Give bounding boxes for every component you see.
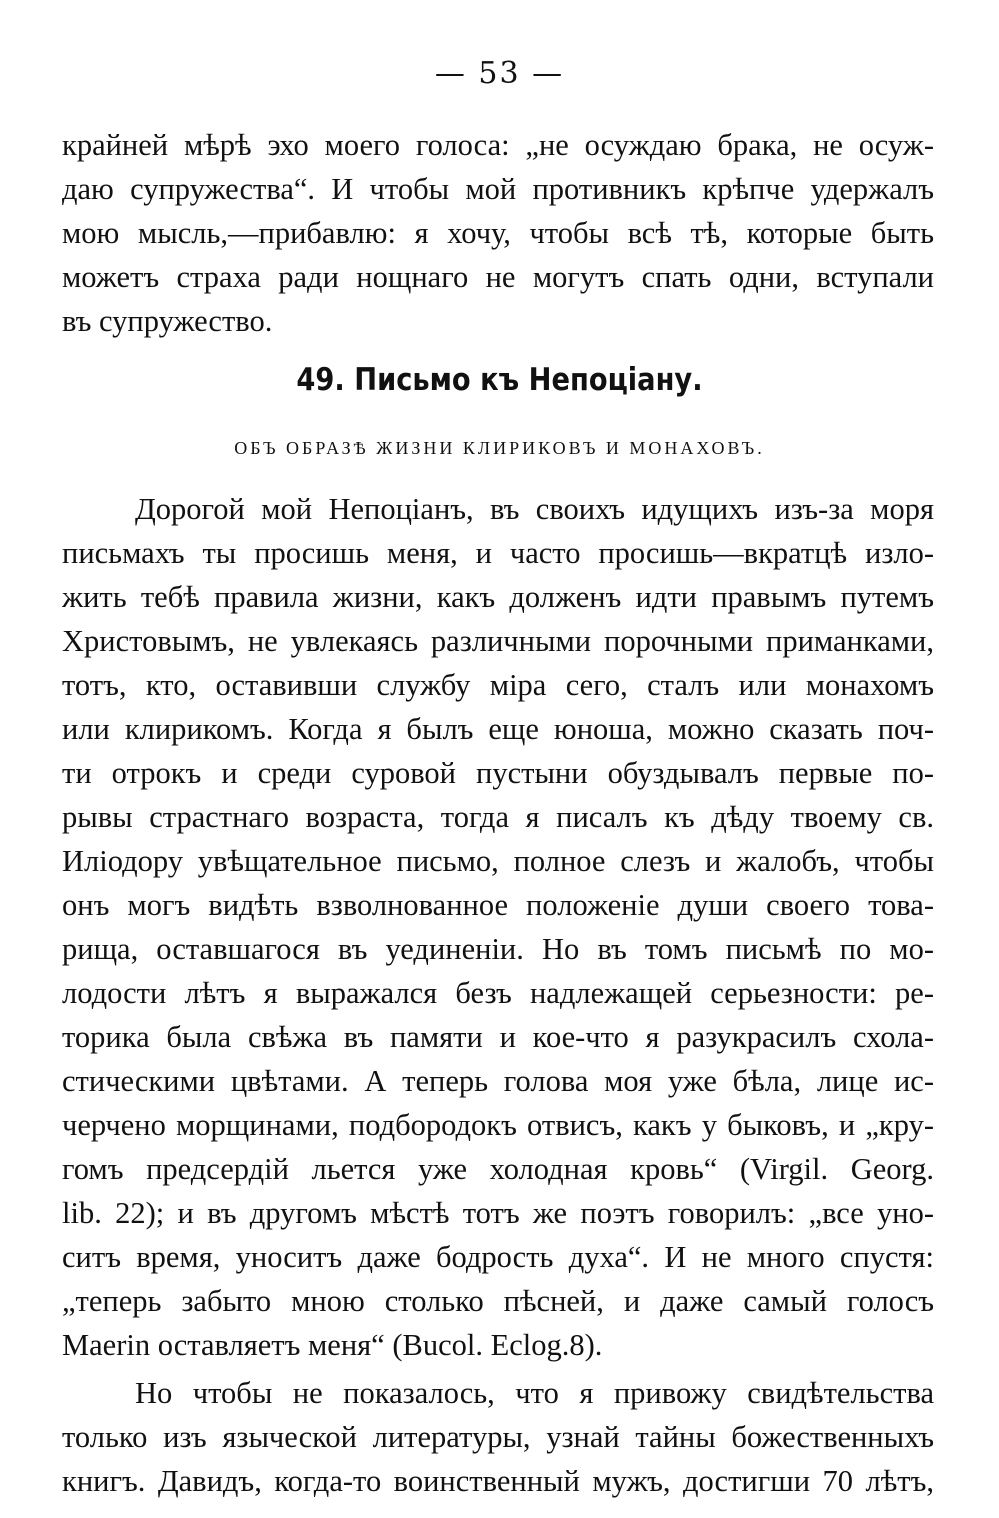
text-line: торика была свѣжа въ памяти и кое-что я разукрасилъ схола- [62,1020,934,1054]
text-line: крайней мѣрѣ эхо моего голоса: „не осуждаю брака, не осуж- [62,128,934,162]
text-line: ситъ время, уноситъ даже бодрость духа“. И не много спустя: [62,1240,934,1274]
text-line: Maerin оставляетъ меня“ (Bucol. Eclog.8). [62,1328,603,1362]
text-line: можетъ страха ради нощнаго не могутъ спать одни, вступали [62,260,934,294]
text-line: Но чтобы не показалось, что я привожу свидѣтельства [135,1376,934,1410]
text-line: мою мысль,—прибавлю: я хочу, чтобы всѣ тѣ, которые быть [62,216,934,250]
text-line: книгъ. Давидъ, когда-то воинственный мужъ, достигши 70 лѣтъ, [62,1464,934,1498]
page-number: — 53 — [434,56,565,91]
text-line: Христовымъ, не увлекаясь различными порочными приманками, [62,624,934,658]
text-line: Дорогой мой Непоціанъ, въ своихъ идущихъ изъ-за моря [135,492,934,526]
letter-subtitle: ОБЪ ОБРАЗѢ ЖИЗНИ КЛИРИКОВЪ И МОНАХОВЪ. [234,438,765,458]
text-line: онъ могъ видѣть взволнованное положеніе души своего това- [62,888,934,922]
text-line: тотъ, кто, оставивши службу міра сего, сталъ или монахомъ [62,668,934,702]
text-line: Иліодору увѣщательное письмо, полное слезъ и жалобъ, чтобы [62,844,934,878]
text-line: только изъ языческой литературы, узнай тайны божественныхъ [62,1420,934,1454]
text-line: стическими цвѣтами. А теперь голова моя уже бѣла, лице ис- [62,1064,934,1098]
text-line: черчено морщинами, подбородокъ отвисъ, какъ у быковъ, и „кру- [62,1108,934,1142]
text-line: рища, оставшагося въ уединеніи. Но въ томъ письмѣ по мо- [62,932,934,966]
text-line: лодости лѣтъ я выражался безъ надлежащей серьезности: ре- [62,976,934,1010]
text-line: рывы страстнаго возраста, тогда я писалъ къ дѣду твоему св. [62,800,934,834]
text-line: или клирикомъ. Когда я былъ еще юноша, можно сказать поч- [62,712,934,746]
text-line: въ супружество. [62,304,273,338]
text-line: lib. 22); и въ другомъ мѣстѣ тотъ же поэтъ говорилъ: „все уно- [62,1196,934,1230]
text-line: гомъ предсердій льется уже холодная кровь“ (Virgil. Georg. [62,1152,934,1186]
text-line: письмахъ ты просишь меня, и часто просишь—вкратцѣ изло- [62,536,934,570]
text-line: „теперь забыто мною столько пѣсней, и даже самый голосъ [62,1284,934,1318]
letter-heading: 49. Письмо къ Непоціану. [296,362,703,398]
text-line: даю супружества“. И чтобы мой противникъ крѣпче удержалъ [62,172,934,206]
text-line: жить тебѣ правила жизни, какъ долженъ идти правымъ путемъ [62,580,934,614]
text-line: ти отрокъ и среди суровой пустыни обуздывалъ первые по- [62,756,934,790]
